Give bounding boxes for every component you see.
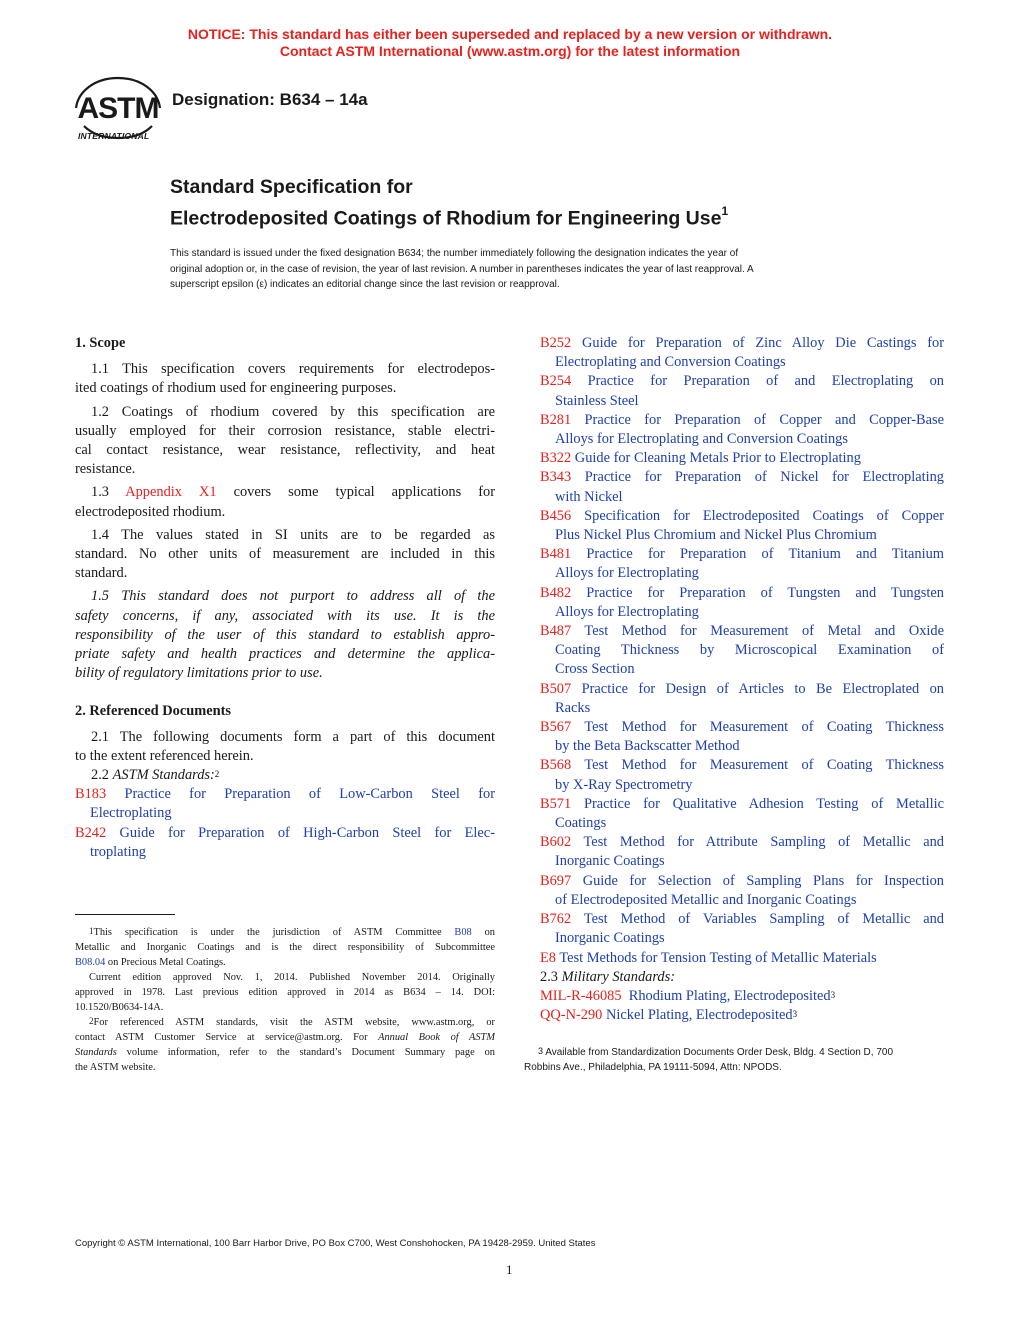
para-line: to the extent referenced herein. bbox=[75, 747, 254, 764]
para-text: covers some typical applications for bbox=[216, 484, 495, 501]
reference-title[interactable]: Test Method for Measurement of Coating Thickness bbox=[584, 719, 944, 736]
para-line: cal contact resistance, wear resistance, reflectivity, and heat bbox=[75, 442, 495, 459]
footnote-text: This specification is under the jurisdiction of ASTM Committee bbox=[93, 927, 455, 938]
military-standards-label: Military Standards: bbox=[561, 968, 675, 985]
reference-title-cont[interactable]: Coating Thickness by Microscopical Examination of bbox=[555, 642, 944, 659]
scope-heading: 1. Scope bbox=[75, 335, 126, 351]
para-line: resistance. bbox=[75, 461, 136, 478]
reference-title[interactable]: Test Method for Measurement of Metal and Oxide bbox=[584, 623, 944, 640]
para-line: standard. bbox=[75, 565, 128, 582]
footnote-text: on bbox=[471, 927, 495, 938]
footnote-1-line bbox=[75, 955, 495, 970]
reference-entry[interactable] bbox=[540, 795, 944, 833]
reference-line bbox=[540, 718, 944, 737]
reference-title-cont[interactable]: of Electrodeposited Metallic and Inorganic Coatings bbox=[555, 891, 857, 908]
reference-code-link[interactable]: B252 bbox=[540, 335, 572, 351]
reference-entry[interactable] bbox=[540, 680, 944, 718]
section-number: 2.2 bbox=[91, 767, 113, 784]
reference-title-cont[interactable]: with Nickel bbox=[555, 488, 623, 505]
para-line bbox=[75, 483, 495, 502]
reference-line bbox=[540, 949, 944, 968]
committee-b08-link[interactable]: B08 bbox=[454, 927, 472, 938]
footnote-1-line: Metallic and Inorganic Coatings and is the direct responsibility of Subcommittee bbox=[75, 942, 495, 953]
section-2-1 bbox=[75, 728, 495, 766]
reference-line bbox=[540, 507, 944, 526]
reference-title[interactable]: Practice for Design of Articles to Be Electroplated on bbox=[581, 680, 944, 697]
reference-entry[interactable] bbox=[540, 334, 944, 372]
footnote-3-line: Robbins Ave., Philadelphia, PA 19111-5094, Attn: NPODS. bbox=[524, 1062, 782, 1073]
reference-title-cont[interactable]: by X-Ray Spectrometry bbox=[555, 776, 693, 793]
para-line: bility of regulatory limitations prior to use. bbox=[75, 665, 323, 682]
reference-line bbox=[540, 872, 944, 891]
reference-code-link[interactable]: B567 bbox=[540, 719, 572, 736]
reference-title[interactable]: Specification for Electrodeposited Coatings of Copper bbox=[584, 507, 944, 524]
reference-line bbox=[540, 833, 944, 852]
reference-line bbox=[540, 622, 944, 641]
reference-entry[interactable] bbox=[540, 622, 944, 680]
para-line: standard. No other units of measurement are included in this bbox=[75, 546, 495, 563]
reference-title-cont[interactable]: Electroplating and Conversion Coatings bbox=[555, 354, 786, 371]
title-text: Electrodeposited Coatings of Rhodium for Engineering Use bbox=[170, 207, 722, 230]
footnotes-left bbox=[75, 925, 495, 1075]
reference-entry[interactable] bbox=[540, 411, 944, 449]
designation: Designation: B634 – 14a bbox=[172, 90, 368, 109]
footnote-mark: 3 bbox=[792, 1009, 798, 1020]
right-column bbox=[540, 334, 944, 1025]
title-line-2 bbox=[170, 200, 728, 232]
reference-code-link[interactable]: B343 bbox=[540, 469, 572, 486]
footnote-text: on Precious Metal Coatings. bbox=[105, 957, 226, 968]
reference-code-link[interactable]: B602 bbox=[540, 834, 572, 851]
footnote-mark: 2 bbox=[214, 769, 220, 780]
para-line: 1.4 The values stated in SI units are to be regarded as bbox=[91, 526, 495, 543]
para-line: 1.5 This standard does not purport to address all of the bbox=[91, 588, 495, 605]
reference-line bbox=[540, 756, 944, 775]
page-number: 1 bbox=[506, 1262, 513, 1277]
reference-list bbox=[540, 334, 944, 968]
title-line-1: Standard Specification for bbox=[170, 176, 413, 198]
reference-title-cont[interactable]: by the Beta Backscatter Method bbox=[555, 738, 740, 755]
reference-code-link[interactable]: B183 bbox=[75, 786, 107, 803]
copyright-notice: Copyright © ASTM International, 100 Barr Harbor Drive, PO Box C700, West Conshohocken, PA 19428-2959. United States bbox=[75, 1238, 596, 1249]
reference-title[interactable]: Nickel Plating, Electrodeposited bbox=[605, 1007, 793, 1024]
logo-wordmark: INTERNATIONAL bbox=[78, 131, 150, 141]
reference-title[interactable]: Guide for Preparation of Zinc Alloy Die Castings for bbox=[581, 335, 944, 351]
para-line: 1.1 This specification covers requirements for electrodepos- bbox=[91, 361, 495, 378]
para-line: responsibility of the user of this standard to establish appro- bbox=[75, 626, 495, 643]
referenced-documents-heading: 2. Referenced Documents bbox=[75, 703, 231, 720]
reference-line bbox=[540, 795, 944, 814]
reference-title-cont[interactable]: Racks bbox=[555, 699, 591, 716]
reference-title[interactable]: Practice for Preparation of Nickel for Electroplating bbox=[584, 469, 944, 486]
reference-code-link[interactable]: MIL-R-46085 bbox=[540, 987, 622, 1004]
reference-title[interactable]: Practice for Qualitative Adhesion Testing of Metallic bbox=[583, 795, 944, 812]
reference-line bbox=[540, 545, 944, 564]
reference-code-link[interactable]: B487 bbox=[540, 623, 572, 640]
reference-entry[interactable] bbox=[540, 507, 944, 545]
issuance-note bbox=[170, 246, 850, 293]
reference-code-link[interactable]: B481 bbox=[540, 546, 572, 563]
reference-title[interactable]: Guide for Preparation of High-Carbon Steel for Elec- bbox=[119, 824, 495, 841]
intro-line: This standard is issued under the fixed designation B634; the number immediately following the designation indicates the year of bbox=[170, 248, 739, 259]
footnote-3 bbox=[524, 1045, 944, 1075]
reference-line bbox=[540, 910, 944, 929]
astm-standards-label: ASTM Standards: bbox=[112, 767, 215, 784]
reference-title-cont[interactable]: Inorganic Coatings bbox=[555, 853, 665, 870]
reference-code-link[interactable]: B254 bbox=[540, 373, 572, 390]
reference-code-link[interactable]: B456 bbox=[540, 507, 572, 524]
reference-code-link[interactable]: QQ-N-290 bbox=[540, 1007, 603, 1024]
footnote-2-line bbox=[75, 1015, 495, 1030]
document-title bbox=[170, 174, 728, 232]
footnote-text: contact ASTM Customer Service at service@astm.org. For bbox=[75, 1032, 379, 1043]
reference-entry[interactable] bbox=[75, 785, 495, 823]
reference-line bbox=[540, 584, 944, 603]
reference-title-cont[interactable]: Alloys for Electroplating bbox=[555, 603, 699, 620]
section-1-3 bbox=[75, 483, 495, 521]
reference-line bbox=[540, 680, 944, 699]
reference-entry[interactable] bbox=[540, 372, 944, 410]
left-column bbox=[75, 334, 495, 862]
intro-line: superscript epsilon (ε) indicates an editorial change since the last revision or reapproval. bbox=[170, 279, 560, 290]
reference-title[interactable]: Guide for Cleaning Metals Prior to Electroplating bbox=[574, 450, 861, 467]
footnote-text: For referenced ASTM standards, visit the ASTM website, www.astm.org, or bbox=[93, 1017, 495, 1028]
reference-entry[interactable] bbox=[540, 833, 944, 871]
footnote-mark: 3 bbox=[830, 989, 836, 1000]
reference-entry[interactable] bbox=[540, 584, 944, 622]
reference-entry[interactable] bbox=[540, 1006, 944, 1025]
appendix-x1-link[interactable]: Appendix X1 bbox=[125, 484, 217, 501]
edition-line: approved in 1978. Last previous edition approved in 2014 as B634 – 14. DOI: bbox=[75, 987, 495, 998]
reference-entry[interactable] bbox=[540, 468, 944, 506]
edition-line: 10.1520/B0634-14A. bbox=[75, 1002, 164, 1013]
reference-title[interactable]: Practice for Preparation of Titanium and Titanium bbox=[586, 546, 944, 563]
reference-title-cont[interactable]: Alloys for Electroplating and Conversion Coatings bbox=[555, 431, 848, 448]
footnote-mark: 1 bbox=[89, 926, 94, 936]
section-2-2 bbox=[75, 766, 495, 785]
reference-entry[interactable] bbox=[540, 545, 944, 583]
section-1-5 bbox=[75, 587, 495, 683]
notice-line-2: Contact ASTM International (www.astm.org) for the latest information bbox=[279, 43, 741, 59]
para-line: ited coatings of rhodium used for engineering purposes. bbox=[75, 380, 397, 397]
reference-line bbox=[540, 372, 944, 391]
reference-line bbox=[540, 334, 944, 353]
section-2-3 bbox=[540, 968, 944, 987]
reference-title[interactable]: Test Method for Measurement of Coating Thickness bbox=[584, 757, 944, 774]
reference-title-cont[interactable]: Plus Nickel Plus Chromium and Nickel Plus Chromium bbox=[555, 527, 877, 544]
reference-code-link[interactable]: B507 bbox=[540, 680, 572, 697]
footnote-text: Available from Standardization Documents Order Desk, Bldg. 4 Section D, 700 bbox=[545, 1047, 894, 1058]
section-1-1 bbox=[75, 360, 495, 398]
footnote-text: volume information, refer to the standard’s Document Summary page on bbox=[116, 1047, 495, 1058]
reference-line bbox=[75, 824, 495, 843]
reference-entry[interactable] bbox=[540, 718, 944, 756]
reference-title[interactable]: Practice for Preparation of Low-Carbon Steel for bbox=[124, 786, 495, 803]
reference-line bbox=[75, 785, 495, 804]
para-line: 1.2 Coatings of rhodium covered by this specification are bbox=[91, 403, 495, 420]
section-number: 2.3 bbox=[540, 968, 562, 985]
reference-code-link[interactable]: B322 bbox=[540, 450, 572, 467]
svg-text:ASTM bbox=[78, 92, 159, 125]
reference-line bbox=[540, 449, 944, 468]
footnote-2-line bbox=[75, 1030, 495, 1045]
section-1-2 bbox=[75, 403, 495, 480]
para-line: usually employed for their corrosion resistance, stable electri- bbox=[75, 422, 495, 439]
reference-entry[interactable] bbox=[540, 910, 944, 948]
footnote-mark: 2 bbox=[89, 1016, 94, 1026]
reference-entry[interactable] bbox=[540, 987, 944, 1006]
reference-title[interactable]: Test Methods for Tension Testing of Metallic Materials bbox=[559, 949, 877, 966]
reference-title[interactable]: Guide for Selection of Sampling Plans for Inspection bbox=[582, 872, 944, 889]
reference-title[interactable]: Practice for Preparation of Tungsten and Tungsten bbox=[586, 584, 944, 601]
reference-title-cont[interactable]: Cross Section bbox=[555, 661, 635, 678]
para-line: safety concerns, if any, associated with its use. It is the bbox=[75, 607, 495, 624]
reference-title-cont[interactable]: troplating bbox=[90, 843, 146, 860]
intro-line: original adoption or, in the case of revision, the year of last revision. A number in parentheses indicates the year of last reapproval. A bbox=[170, 263, 754, 275]
footnote-mark: 3 bbox=[538, 1046, 544, 1056]
notice-line-1: NOTICE: This standard has either been superseded and replaced by a new version or withdrawn. bbox=[187, 26, 833, 42]
reference-title[interactable]: Rhodium Plating, Electrodeposited bbox=[628, 987, 831, 1004]
reference-title[interactable]: Test Method for Attribute Sampling of Metallic and bbox=[583, 834, 944, 851]
footnote-text: Annual Book of ASTM bbox=[378, 1032, 495, 1043]
section-number: 1.3 bbox=[91, 484, 126, 501]
reference-code-link[interactable]: B568 bbox=[540, 757, 572, 774]
reference-entry[interactable] bbox=[540, 756, 944, 794]
footnote-divider bbox=[75, 914, 175, 915]
logo-letters: ASTM bbox=[77, 92, 159, 125]
footnote-3-line bbox=[524, 1045, 944, 1060]
para-line: priate safety and health practices and determine the applica- bbox=[75, 646, 495, 663]
reference-line bbox=[540, 411, 944, 430]
reference-entry[interactable] bbox=[540, 949, 944, 968]
edition-line: Current edition approved Nov. 1, 2014. Published November 2014. Originally bbox=[89, 972, 495, 983]
reference-title[interactable]: Practice for Preparation of Copper and Copper-Base bbox=[584, 411, 944, 428]
reference-title[interactable]: Test Method of Variables Sampling of Metallic and bbox=[583, 911, 944, 928]
reference-code-link[interactable]: B762 bbox=[540, 911, 572, 928]
footnote-2-line: the ASTM website. bbox=[75, 1062, 156, 1073]
reference-code-link[interactable]: E8 bbox=[540, 949, 556, 966]
footnote-1-line bbox=[75, 925, 495, 940]
reference-code-link[interactable]: B697 bbox=[540, 872, 572, 889]
para-line: electrodeposited rhodium. bbox=[75, 503, 226, 520]
title-footnote-mark[interactable]: 1 bbox=[721, 204, 729, 218]
para-line: 2.1 The following documents form a part of this document bbox=[91, 728, 495, 745]
reference-code-link[interactable]: B242 bbox=[75, 824, 107, 841]
subcommittee-b08-04-link[interactable]: B08.04 bbox=[75, 957, 106, 968]
reference-title-cont[interactable]: Inorganic Coatings bbox=[555, 930, 665, 947]
reference-title-cont[interactable]: Stainless Steel bbox=[555, 392, 639, 409]
section-1-4 bbox=[75, 526, 495, 584]
reference-title-cont[interactable]: Alloys for Electroplating bbox=[555, 565, 699, 582]
reference-title-cont[interactable]: Electroplating bbox=[90, 805, 172, 822]
reference-title[interactable]: Practice for Preparation of and Electroplating on bbox=[587, 373, 944, 390]
reference-code-link[interactable]: B571 bbox=[540, 795, 572, 812]
reference-line bbox=[540, 468, 944, 487]
reference-entry[interactable] bbox=[75, 824, 495, 862]
reference-title-cont[interactable]: Coatings bbox=[555, 815, 607, 832]
footnote-text: Standards bbox=[75, 1047, 117, 1058]
withdrawal-notice bbox=[0, 26, 1020, 60]
reference-code-link[interactable]: B482 bbox=[540, 584, 572, 601]
reference-entry[interactable] bbox=[540, 872, 944, 910]
reference-code-link[interactable]: B281 bbox=[540, 411, 572, 428]
footnote-2-line bbox=[75, 1045, 495, 1060]
reference-entry[interactable] bbox=[540, 449, 944, 468]
